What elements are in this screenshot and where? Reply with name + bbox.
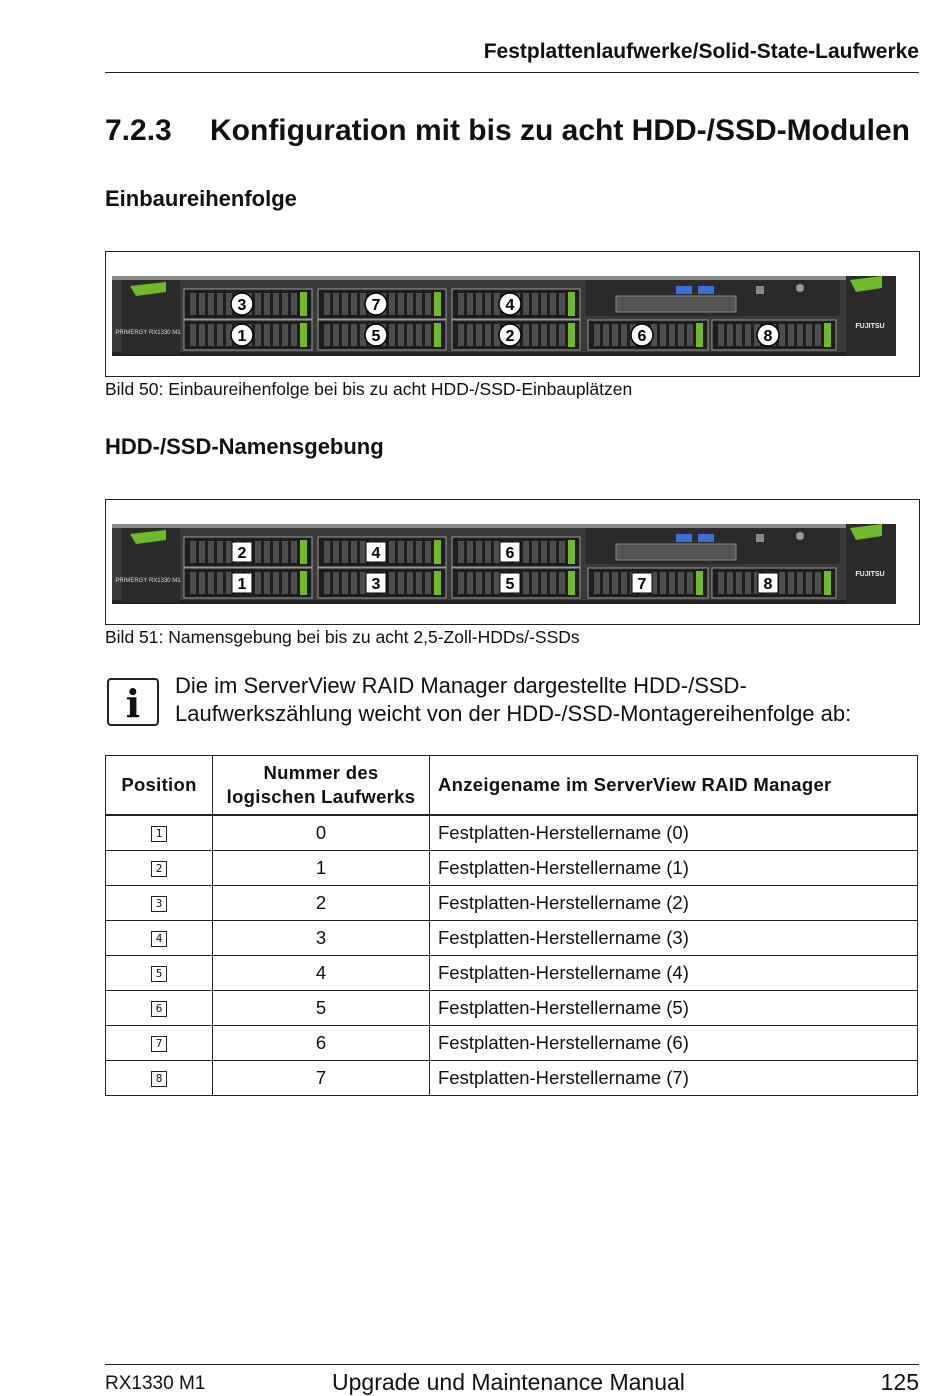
bay-label: 4 xyxy=(505,297,515,314)
bay-label: 2 xyxy=(505,328,515,345)
footer-rule xyxy=(105,1364,919,1365)
table-row xyxy=(106,991,918,1026)
drive-bay-bot_right xyxy=(452,320,580,350)
logical-drive-cell: 6 xyxy=(213,1026,430,1061)
display-name-cell: Festplatten-Herstellername (5) xyxy=(430,991,918,1026)
header-position: Position xyxy=(106,756,213,816)
vendor-label: FUJITSU xyxy=(855,323,885,330)
page-number: 125 xyxy=(880,1369,919,1395)
section-heading xyxy=(105,114,910,148)
bay-label: 7 xyxy=(637,576,647,593)
drive-bay-top_mid xyxy=(318,537,446,567)
figure-installation-order xyxy=(105,251,920,377)
figure-caption-51: Bild 51: Namensgebung bei bis zu acht 2,5-Zoll-HDDs/-SSDs xyxy=(105,627,580,647)
display-name-cell: Festplatten-Herstellername (2) xyxy=(430,886,918,921)
position-box: 4 xyxy=(151,931,167,947)
drive-bay-odd_right xyxy=(712,568,836,598)
display-name-cell: Festplatten-Herstellername (0) xyxy=(430,815,918,851)
table-row xyxy=(106,851,918,886)
position-cell xyxy=(106,1026,213,1061)
chassis-bottom-edge xyxy=(112,352,874,356)
optical-drive xyxy=(616,296,736,312)
logical-drive-cell: 4 xyxy=(213,956,430,991)
power-button xyxy=(796,532,804,540)
bay-label: 7 xyxy=(371,297,381,314)
position-cell xyxy=(106,1061,213,1096)
logical-drive-cell: 3 xyxy=(213,921,430,956)
table-row xyxy=(106,815,918,851)
logical-drive-cell: 0 xyxy=(213,815,430,851)
footer-model: RX1330 M1 xyxy=(105,1373,206,1394)
display-name-cell: Festplatten-Herstellername (6) xyxy=(430,1026,918,1061)
section-title: Konfiguration mit bis zu acht HDD-/SSD-Modulen xyxy=(210,114,910,147)
drive-bay-odd_right xyxy=(712,320,836,350)
brand-label: PRIMERGY RX1330 M1 xyxy=(115,578,181,584)
position-box: 1 xyxy=(151,826,167,842)
drive-mapping-table xyxy=(105,755,918,1096)
usb-port xyxy=(698,286,714,294)
bay-label: 6 xyxy=(505,545,515,562)
display-name-cell: Festplatten-Herstellername (3) xyxy=(430,921,918,956)
bay-label: 2 xyxy=(237,545,247,562)
section-number: 7.2.3 xyxy=(105,114,172,147)
bay-label: 5 xyxy=(505,576,515,593)
optical-drive xyxy=(616,544,736,560)
service-port xyxy=(756,286,764,294)
logical-drive-cell: 7 xyxy=(213,1061,430,1096)
drive-bay-top_mid xyxy=(318,289,446,319)
drive-bay-top_left xyxy=(184,537,312,567)
position-cell xyxy=(106,921,213,956)
position-cell xyxy=(106,886,213,921)
chassis-top-edge xyxy=(112,276,874,280)
drive-bay-bot_left xyxy=(184,320,312,350)
bay-label: 6 xyxy=(637,328,647,345)
drive-bay-bot_mid xyxy=(318,320,446,350)
usb-port xyxy=(676,534,692,542)
position-box: 8 xyxy=(151,1071,167,1087)
table-row xyxy=(106,1061,918,1096)
table-header-row xyxy=(106,756,918,816)
drive-bay-top_right xyxy=(452,537,580,567)
drive-bay-bot_mid xyxy=(318,568,446,598)
chassis-top-edge xyxy=(112,524,874,528)
info-note-text: Die im ServerView RAID Manager dargestellte HDD-/SSD-Laufwerkszählung weicht von der HDD-/SSD-Montagereihenfolge ab: xyxy=(175,673,852,726)
chassis-bottom-edge xyxy=(112,600,874,604)
logical-drive-cell: 1 xyxy=(213,851,430,886)
display-name-cell: Festplatten-Herstellername (4) xyxy=(430,956,918,991)
logical-drive-cell: 5 xyxy=(213,991,430,1026)
position-cell xyxy=(106,815,213,851)
vendor-label: FUJITSU xyxy=(855,571,885,578)
drive-bay-bot_left xyxy=(184,568,312,598)
bay-label: 1 xyxy=(237,576,247,593)
bay-label: 3 xyxy=(237,297,247,314)
table-body xyxy=(106,815,918,1096)
table-row xyxy=(106,886,918,921)
bay-label: 8 xyxy=(763,576,773,593)
table-row xyxy=(106,921,918,956)
bay-label: 3 xyxy=(371,576,381,593)
figure-naming xyxy=(105,499,920,625)
subheading-installation-order: Einbaureihenfolge xyxy=(105,186,297,211)
position-box: 2 xyxy=(151,861,167,877)
footer-manual-title: Upgrade und Maintenance Manual xyxy=(332,1369,685,1395)
info-i-icon: i xyxy=(107,678,159,726)
drive-bay-bot_right xyxy=(452,568,580,598)
service-port xyxy=(756,534,764,542)
server-front-panel xyxy=(106,500,919,624)
table-row xyxy=(106,1026,918,1061)
header-logical-drive: Nummer des logischen Laufwerks xyxy=(213,756,430,816)
power-button xyxy=(796,284,804,292)
bay-label: 8 xyxy=(763,328,773,345)
drive-bay-odd_left xyxy=(588,568,708,598)
position-box: 5 xyxy=(151,966,167,982)
drive-bay-odd_left xyxy=(588,320,708,350)
subheading-naming: HDD-/SSD-Namensgebung xyxy=(105,434,384,459)
table-row xyxy=(106,956,918,991)
logical-drive-cell: 2 xyxy=(213,886,430,921)
position-cell xyxy=(106,991,213,1026)
brand-label: PRIMERGY RX1330 M1 xyxy=(115,330,181,336)
usb-port xyxy=(676,286,692,294)
bay-label: 4 xyxy=(371,545,381,562)
bay-label: 1 xyxy=(237,328,247,345)
running-header: Festplattenlaufwerke/Solid-State-Laufwerke xyxy=(483,40,919,63)
drive-bay-top_right xyxy=(452,289,580,319)
position-box: 7 xyxy=(151,1036,167,1052)
header-rule xyxy=(105,72,919,73)
bay-label: 5 xyxy=(371,328,381,345)
figure-caption-50: Bild 50: Einbaureihenfolge bei bis zu acht HDD-/SSD-Einbauplätzen xyxy=(105,379,633,399)
display-name-cell: Festplatten-Herstellername (1) xyxy=(430,851,918,886)
header-display-name: Anzeigename im ServerView RAID Manager xyxy=(430,756,918,816)
drive-bay-top_left xyxy=(184,289,312,319)
display-name-cell: Festplatten-Herstellername (7) xyxy=(430,1061,918,1096)
usb-port xyxy=(698,534,714,542)
position-cell xyxy=(106,851,213,886)
position-box: 3 xyxy=(151,896,167,912)
position-cell xyxy=(106,956,213,991)
position-box: 6 xyxy=(151,1001,167,1017)
server-front-panel xyxy=(106,252,919,376)
